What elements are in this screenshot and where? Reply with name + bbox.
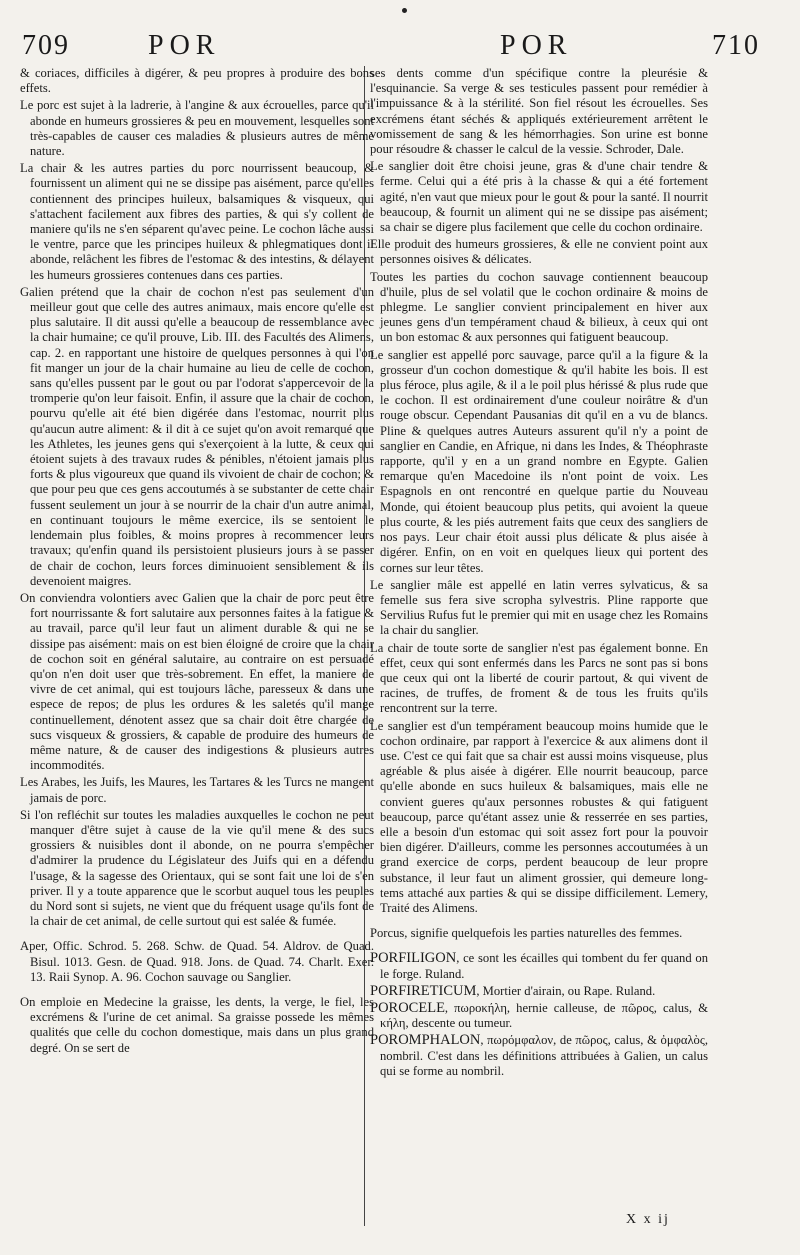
dictionary-entry [370, 1033, 708, 1079]
right-column [370, 66, 708, 1081]
page-number-right: 710 [712, 30, 760, 61]
paragraph: Le sanglier est d'un tempérament beaucoup moins humide que le cochon ordinaire, par rapport à l'exercice & aux alimens dont il use. C'est ce qui fait que sa chair est aussi moins visqueuse, plus agréable & plus aisée à digérer. Elle nourrit beaucoup, parce qu'elle abonde en sucs huileux & balsamiques, mais elle ne convient gueres qu'aux personnes robustes & qui fatiguent beaucoup, parce qu'étant assez unie & resserrée en ses parties, elle a besoin d'un estomac qui soit assez fort pour la pouvoir bien digérer. D'ailleurs, comme les personnes accoutumées à un grand exercice de corps, perdent beaucoup de leur propre substance, il leur faut un aliment grossier, qui demeure long-tems attaché aux parties & qui se dissipe difficilement. Lemery, Traité des Alimens. [370, 718, 708, 915]
paragraph: Si l'on refléchit sur toutes les maladies auxquelles le cochon ne peut manquer d'être sujet à cause de la vie qu'il mene & des sucs grossiers & nuisibles dont il abonde, on ne pourra s'empêcher d'admirer la prudence du Législateur des Juifs qui en a défendu l'usage, & la sagesse des Orientaux, qui se sont fait une loi de s'en priver. Il y a toute apparence que le scorbut auquel tous les peuples du Nord sont si sujets, ne vient que du fréquent usage qu'ils font de la chair de cet animal, de celle surtout qui est salée & fumée. [20, 807, 374, 929]
left-column [20, 66, 374, 1058]
reference-paragraph: Aper, Offic. Schrod. 5. 268. Schw. de Quad. 54. Aldrov. de Quad. Bisul. 1013. Gesn. de Quad. 918. Jons. de Quad. 74. Charlt. Exer. 13. Raii Synop. A. 96. Cochon sauvage ou Sanglier. [20, 939, 374, 984]
paragraph: Porcus, signifie quelquefois les parties naturelles des femmes. [370, 926, 683, 941]
page-number-left: 709 [22, 30, 70, 61]
entry-term: PORFILIGON [370, 950, 457, 967]
paragraph: Le sanglier mâle est appellé en latin verres sylvaticus, & sa femelle sus fera sive scropha sylvestris. Pline rapporte que Servilius Rufus fut le premier qui mit en usage chez les Romains la chair du sanglier. [370, 577, 708, 638]
paragraph: Galien prétend que la chair de cochon n'est pas seulement d'un meilleur gout que celle des autres animaux, mais encore qu'elle est plus salutaire. Il dit aussi qu'elle a beaucoup de ressemblance avec la chair humaine; ce qu'il prouve, Lib. III. des Facultés des Alimens, cap. 2. en rapportant une histoire de quelques personnes à qui l'on fit manger un jour de la chair humaine au lieu de celle de cochon, sans qu'elles pussent par le gout ou par l'odorat s'appercevoir de la tromperie qu'on leur faisoit. Enfin, il assure que la chair de cochon, pourvu qu'elle ait été bien digérée dans l'estomac, nourrit plus qu'aucun autre aliment: & il dit à ce sujet qu'on avoit remarqué que les Athletes, les jeunes gens qui s'exerçoient à la lutte, & ceux qui étoient sujets à des travaux rudes & pénibles, n'étoient jamais plus forts & plus vigoureux que quand ils vivoient de chair de cochon; & que pour peu que ces gens accoutumés à se substanter de cette chair fussent seulement un jour à se nourrir de la chair d'un autre animal, en continuant toujours le même exercice, ils se sentoient le lendemain plus foibles, & moins propres à recommencer leurs travaux; qu'enfin quand ils persistoient plusieurs jours à se passer de chair de cochon, leurs forces diminuoient sensiblement & ils devenoient maigres. [20, 284, 374, 588]
paragraph: Elle produit des humeurs grossieres, & elle ne convient point aux personnes oisives & délicates. [370, 237, 708, 267]
entry-term: PORFIRETICUM [370, 982, 477, 999]
entry-text: , Mortier d'airain, ou Rape. Ruland. [476, 983, 656, 998]
paragraph: On emploie en Medecine la graisse, les dents, la verge, le fiel, les excrémens & l'urine de cet animal. Sa graisse possede les mêmes qualités que celle du cochon domestique, mais dans un plus grand degré. On se sert de [20, 994, 374, 1055]
paragraph: Les Arabes, les Juifs, les Maures, les Tartares & les Turcs ne mangent jamais de porc. [20, 775, 374, 805]
paragraph: La chair & les autres parties du porc nourrissent beaucoup, & fournissent un aliment qui ne se dissipe pas aisément, parce qu'elles contiennent des principes huileux, balsamiques & visqueux, qui s'attachent facilement aux fibres des parties, & qui s'y collent de maniere qu'ils ne s'en séparent qu'avec peine. Le cochon lâche aussi le ventre, parce que les principes huileux & phlegmatiques dont il abonde, relâchent les fibres de l'estomac & des intestins, & délayent les humeurs grossieres contenues dans ces parties. [20, 161, 374, 282]
dictionary-entry [370, 951, 708, 981]
paragraph: Le sanglier est appellé porc sauvage, parce qu'il a la figure & la grosseur d'un cochon domestique & qu'il habite les bois. Il est plus féroce, plus agile, & il a le poil plus hérissé & plus rude que le cochon. Il est ordinairement d'une couleur noirâtre & d'un rouge obscur. Cependant Pausanias dit qu'il en a vu de blancs. Pline & quelques autres Auteurs assurent qu'il n'y a point de sanglier en Candie, en Afrique, ni dans les Indes, & Théophraste rapporte, qu'il y en a un grand nombre en Egypte. Galien remarque qu'en Macedoine ils n'ont point de voix. Les Espagnols en ont rencontré en quelque partie du Nouveau Monde, qui étoient beaucoup plus petits, qui avoient la queue plus courte, & les piés autrement faits que ceux des sangliers de nos pays. Leur chair étoit aussi plus délicate & plus aisée à digérer. Enfin, on en voit en quelques lieux qui portent des cornes sur leur têtes. [370, 347, 708, 575]
entry-text: , ce sont les écailles qui tombent du fer quand on le forge. Ruland. [380, 951, 708, 981]
paragraph: On conviendra volontiers avec Galien que la chair de porc peut être fort nourrissante & fort salutaire aux personnes faites à la fatigue & au travail, parce qu'il leur faut un aliment durable & qui ne se dissipe pas aisément: mais on est bien éloigné de croire que la chair de cochon soit en général salutaire, au contraire on est persuadé qu'on n'en doit user que très-sobrement. En effet, la maniere de vivre de cet animal, qui est toujours lâche, paresseux & dans une espece de repos; de plus les ordures & les saletés qu'il mange continuellement, dénotent assez que sa chair doit être chargée de sucs visqueux & grossiers, & capable de produire des humeurs de même nature, & de causer des indigestions & plusieurs autres incommodités. [20, 590, 374, 773]
paragraph: ses dents comme d'un spécifique contre la pleurésie & l'esquinancie. Sa verge & ses testicules passent pour remédier à l'impuissance & à la stérilité. Son fiel résout les écrouelles. Ses excrémens étant séchés & appliqués extérieurement arrêtent le vomissement de sang & les hémorrhagies. Son urine est bonne pour résoudre & chasser le calcul de la vessie. Schroder, Dale. [370, 66, 708, 157]
paragraph: Toutes les parties du cochon sauvage contiennent beaucoup d'huile, plus de sel volatil que le cochon ordinaire & moins de phlegme. Le sanglier convient principalement en hiver aux jeunes gens d'un tempérament chaud & bilieux, à ceux qui ont un bon estomac & aux personnes qui fatiguent beaucoup. [370, 269, 708, 345]
entry-text: , πωροκήλη, hernie calleuse, de πῶρος, calus, & κήλη, descente ou tumeur. [380, 1000, 708, 1031]
printers-dot [402, 8, 407, 13]
paragraph: & coriaces, difficiles à digérer, & peu propres à produire des bons effets. [20, 66, 374, 96]
entry-term: POROMPHALON [370, 1032, 481, 1049]
page-header [0, 30, 800, 70]
running-head-right: POR [500, 30, 573, 61]
entry-term: POROCELE [370, 999, 445, 1016]
dictionary-entry [370, 984, 708, 999]
entry-text: , πωρόμφαλον, de πῶρος, calus, & ὀμφαλὸς, nombril. C'est dans les définitions attribuées à Galien, un calus qui se forme au nombril. [380, 1033, 708, 1078]
dictionary-entry [370, 1001, 708, 1031]
paragraph: La chair de toute sorte de sanglier n'est pas également bonne. En effet, ceux qui sont enfermés dans les Parcs ne sont pas si bons que ceux qui ont la liberté de courir partout, & qui vivent de racines, de truffes, de froment & de tous les fruits qu'ils rencontrent sur la terre. [370, 640, 708, 716]
signature-mark: X x ij [626, 1212, 670, 1227]
running-head-left: POR [148, 30, 221, 61]
paragraph: Le porc est sujet à la ladrerie, à l'angine & aux écrouelles, parce qu'il abonde en humeurs grossieres & peu en mouvement, lesquelles sont très-capables de causer ces maladies & plusieurs autres de même nature. [20, 98, 374, 159]
paragraph: Le sanglier doit être choisi jeune, gras & d'une chair tendre & ferme. Celui qui a été pris à la chasse & qui a été fortement agité, n'en vaut que mieux pour le gout & pour la santé. Il nourrit beaucoup, & fournit un aliment qui ne se dissipe pas aisément; sa chair se digere plus facilement que celle du cochon ordinaire. [370, 159, 708, 235]
